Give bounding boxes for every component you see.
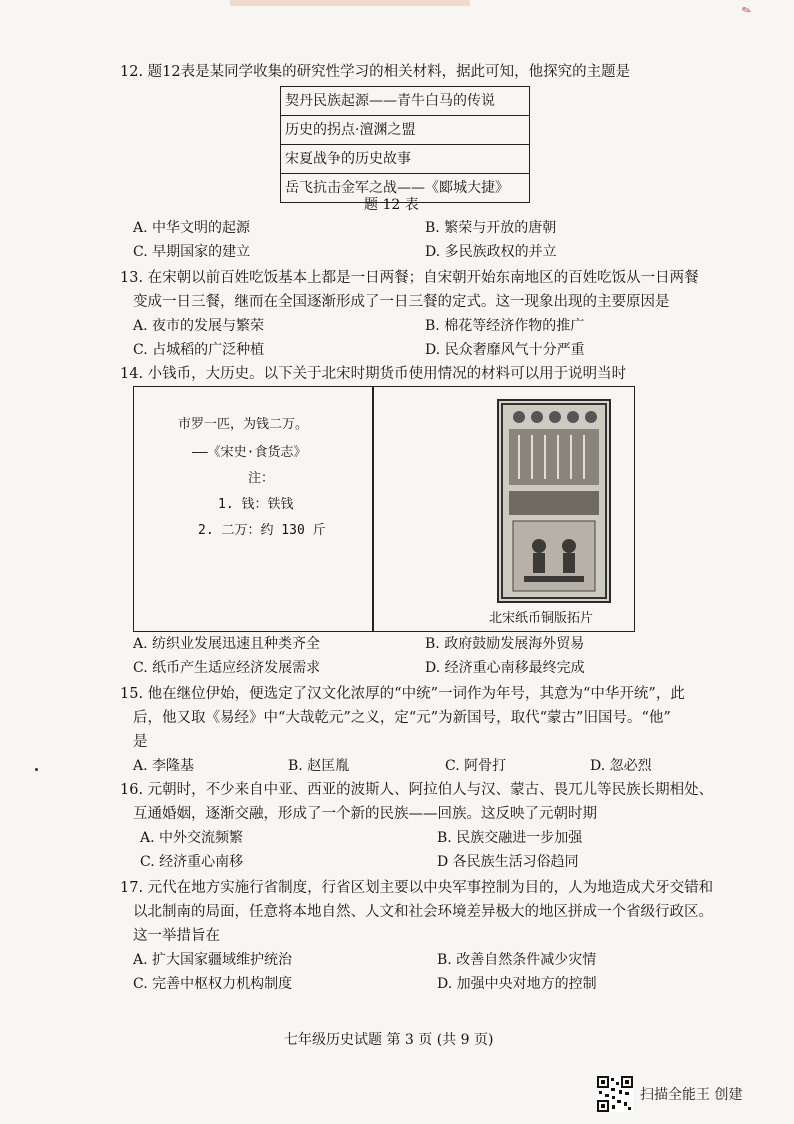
q12-table-row: 契丹民族起源——青牛白马的传说 [281, 87, 529, 116]
qr-code-icon [597, 1076, 633, 1112]
corner-stamp-mark: ✎ [740, 2, 754, 19]
q13-stem-line-1: 13. 在宋朝以前百姓吃饭基本上都是一日两餐；自宋朝开始东南地区的百姓吃饭从一日两餐 [120, 270, 699, 286]
q17-option-b: B. 改善自然条件减少灾情 [437, 952, 597, 968]
q15-option-a: A. 李隆基 [133, 758, 195, 774]
q12-material-table [280, 86, 530, 203]
scanner-watermark: 扫描全能王 创建 [640, 1087, 743, 1103]
q14-source: ——《宋史·食货志》 [192, 445, 307, 460]
q14-note-title: 注： [248, 471, 275, 486]
q16-stem-line-2: 互通婚姻，逐渐交融，形成了一个新的民族——回族。这反映了元朝时期 [133, 806, 597, 822]
q16-option-b: B. 民族交融进一步加强 [437, 830, 583, 846]
q15-stem-line-3: 是 [133, 734, 148, 750]
q13-stem-line-2: 变成一日三餐，继而在全国逐渐形成了一日三餐的定式。这一现象出现的主要原因是 [133, 294, 670, 310]
q12-table-row: 历史的拐点·澶渊之盟 [281, 116, 529, 145]
q17-option-a: A. 扩大国家疆域维护统治 [133, 952, 293, 968]
q14-quote: 市罗一匹，为钱二万。 [178, 417, 309, 432]
banknote-rubbing-image [497, 399, 611, 603]
q14-note-1: 1. 钱：铁钱 [218, 497, 294, 512]
q14-option-d: D. 经济重心南移最终完成 [425, 660, 585, 676]
q16-option-a: A. 中外交流频繁 [140, 830, 244, 846]
q12-table-caption: 题 12 表 [364, 197, 419, 213]
q12-stem: 12. 题12表是某同学收集的研究性学习的相关材料，据此可知，他探究的主题是 [120, 64, 631, 80]
q12-option-b: B. 繁荣与开放的唐朝 [425, 220, 557, 236]
q15-option-c: C. 阿骨打 [445, 758, 507, 774]
banknote-caption: 北宋纸币铜版拓片 [489, 611, 594, 626]
q14-box-divider [372, 387, 374, 631]
q17-option-d: D. 加强中央对地方的控制 [437, 976, 597, 992]
q17-stem-line-1: 17. 元代在地方实施行省制度，行省区划主要以中央军事控制为目的，人为地造成犬牙交错和 [120, 880, 714, 896]
q13-option-d: D. 民众奢靡风气十分严重 [425, 342, 585, 358]
q15-stem-line-1: 15. 他在继位伊始，便选定了汉文化浓厚的“中统”一词作为年号，其意为“中华开统”，此 [120, 686, 685, 702]
q14-option-b: B. 政府鼓励发展海外贸易 [425, 636, 585, 652]
q12-option-d: D. 多民族政权的并立 [425, 244, 557, 260]
page-footer: 七年级历史试题 第 3 页 (共 9 页) [284, 1032, 494, 1048]
q17-stem-line-2: 以北制南的局面，任意将本地自然、人文和社会环境差异极大的地区拼成一个省级行政区。 [133, 904, 713, 920]
q14-option-c: C. 纸币产生适应经济发展需求 [133, 660, 321, 676]
scan-dot [35, 768, 38, 771]
q12-table-row: 岳飞抗击金军之战——《郾城大捷》 [285, 180, 509, 196]
q14-note-2: 2. 二万：约 130 斤 [198, 523, 326, 538]
q13-option-b: B. 棉花等经济作物的推广 [425, 318, 585, 334]
q13-option-c: C. 占城稻的广泛种植 [133, 342, 265, 358]
q14-material-box [133, 386, 635, 632]
q16-option-d: D 各民族生活习俗趋同 [437, 854, 579, 870]
q13-option-a: A. 夜市的发展与繁荣 [133, 318, 265, 334]
q17-option-c: C. 完善中枢权力机构制度 [133, 976, 293, 992]
q14-text-material [134, 387, 372, 631]
q15-stem-line-2: 后，他又取《易经》中“大哉乾元”之义，定“元”为新国号，取代“蒙古”旧国号。“他” [133, 710, 671, 726]
q14-stem: 14. 小钱币，大历史。以下关于北宋时期货币使用情况的材料可以用于说明当时 [120, 366, 627, 382]
scan-smudge [230, 0, 470, 6]
q17-stem-line-3: 这一举措旨在 [133, 928, 220, 944]
q15-option-b: B. 赵匡胤 [288, 758, 350, 774]
q12-option-c: C. 早期国家的建立 [133, 244, 251, 260]
q12-table-row: 宋夏战争的历史故事 [281, 145, 529, 174]
q15-option-d: D. 忽必烈 [590, 758, 652, 774]
q16-stem-line-1: 16. 元朝时，不少来自中亚、西亚的波斯人、阿拉伯人与汉、蒙古、畏兀儿等民族长期相处、 [120, 782, 714, 798]
banknote-rubbing-graphic [499, 401, 609, 601]
q16-option-c: C. 经济重心南移 [140, 854, 244, 870]
q12-option-a: A. 中华文明的起源 [133, 220, 251, 236]
q14-option-a: A. 纺织业发展迅速且种类齐全 [133, 636, 321, 652]
